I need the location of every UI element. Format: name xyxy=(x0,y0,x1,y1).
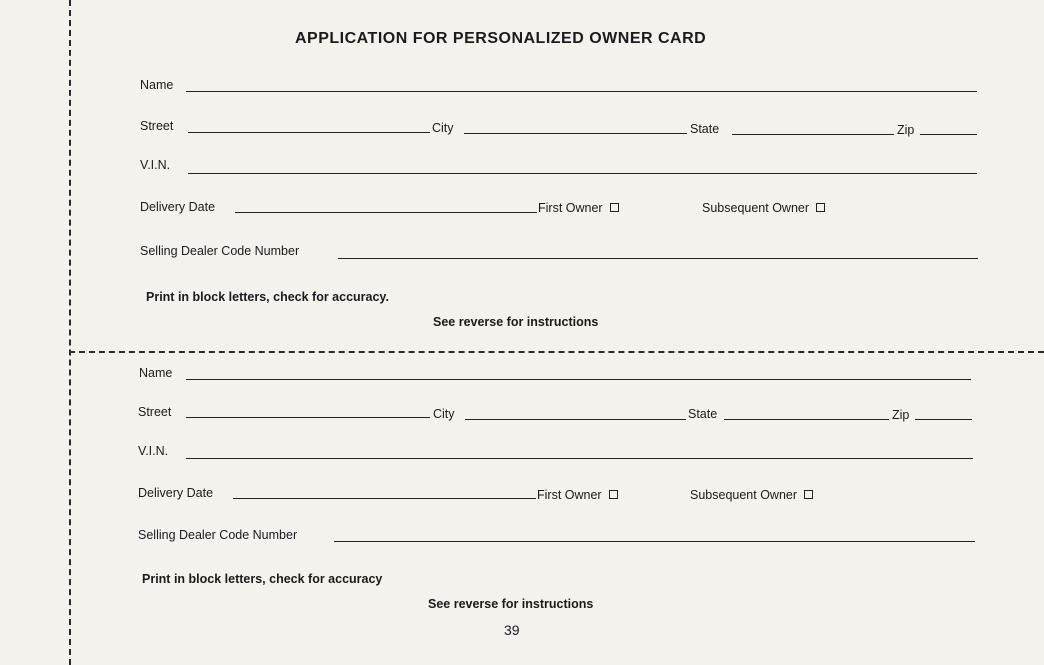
dealer-code-field[interactable] xyxy=(338,258,978,259)
dealer-code-field[interactable] xyxy=(334,541,975,542)
state-field[interactable] xyxy=(732,134,894,135)
delivery-date-field[interactable] xyxy=(233,498,536,499)
zip-field[interactable] xyxy=(920,134,977,135)
vertical-cut-line xyxy=(69,0,71,665)
state-label: State xyxy=(690,122,720,136)
vin-label: V.I.N. xyxy=(138,444,169,458)
name-label: Name xyxy=(139,366,173,380)
state-label: State xyxy=(688,407,718,421)
horizontal-cut-line xyxy=(69,351,1044,353)
subsequent-owner-option[interactable] xyxy=(690,488,813,502)
name-field[interactable] xyxy=(186,91,977,92)
street-field[interactable] xyxy=(186,417,430,418)
first-owner-label: First Owner xyxy=(537,488,602,502)
zip-label: Zip xyxy=(897,123,915,137)
vin-label: V.I.N. xyxy=(140,158,171,172)
block-letters-note: Print in block letters, check for accuracy. xyxy=(146,290,389,304)
first-owner-checkbox[interactable] xyxy=(609,490,618,499)
reverse-instructions-note: See reverse for instructions xyxy=(433,315,599,329)
dealer-code-label: Selling Dealer Code Number xyxy=(138,528,298,542)
street-label: Street xyxy=(140,119,174,133)
block-letters-note: Print in block letters, check for accuracy xyxy=(142,572,383,586)
street-field[interactable] xyxy=(188,132,430,133)
state-field[interactable] xyxy=(724,419,889,420)
delivery-date-label: Delivery Date xyxy=(138,486,214,500)
vin-field[interactable] xyxy=(186,458,973,459)
first-owner-option[interactable] xyxy=(538,201,619,215)
first-owner-checkbox[interactable] xyxy=(610,203,619,212)
reverse-instructions-note: See reverse for instructions xyxy=(428,597,594,611)
page-number: 39 xyxy=(504,622,520,638)
subsequent-owner-label: Subsequent Owner xyxy=(690,488,798,502)
city-field[interactable] xyxy=(465,419,686,420)
first-owner-label: First Owner xyxy=(538,201,603,215)
name-label: Name xyxy=(140,78,174,92)
subsequent-owner-label: Subsequent Owner xyxy=(702,201,810,215)
vin-field[interactable] xyxy=(188,173,977,174)
dealer-code-label: Selling Dealer Code Number xyxy=(140,244,300,258)
city-label: City xyxy=(433,407,455,421)
city-label: City xyxy=(432,121,454,135)
form-title: APPLICATION FOR PERSONALIZED OWNER CARD xyxy=(295,30,707,47)
delivery-date-label: Delivery Date xyxy=(140,200,216,214)
subsequent-owner-checkbox[interactable] xyxy=(804,490,813,499)
first-owner-option[interactable] xyxy=(537,488,618,502)
city-field[interactable] xyxy=(464,133,687,134)
subsequent-owner-option[interactable] xyxy=(702,201,825,215)
zip-field[interactable] xyxy=(915,419,972,420)
delivery-date-field[interactable] xyxy=(235,212,537,213)
street-label: Street xyxy=(138,405,172,419)
zip-label: Zip xyxy=(892,408,910,422)
name-field[interactable] xyxy=(186,379,971,380)
subsequent-owner-checkbox[interactable] xyxy=(816,203,825,212)
